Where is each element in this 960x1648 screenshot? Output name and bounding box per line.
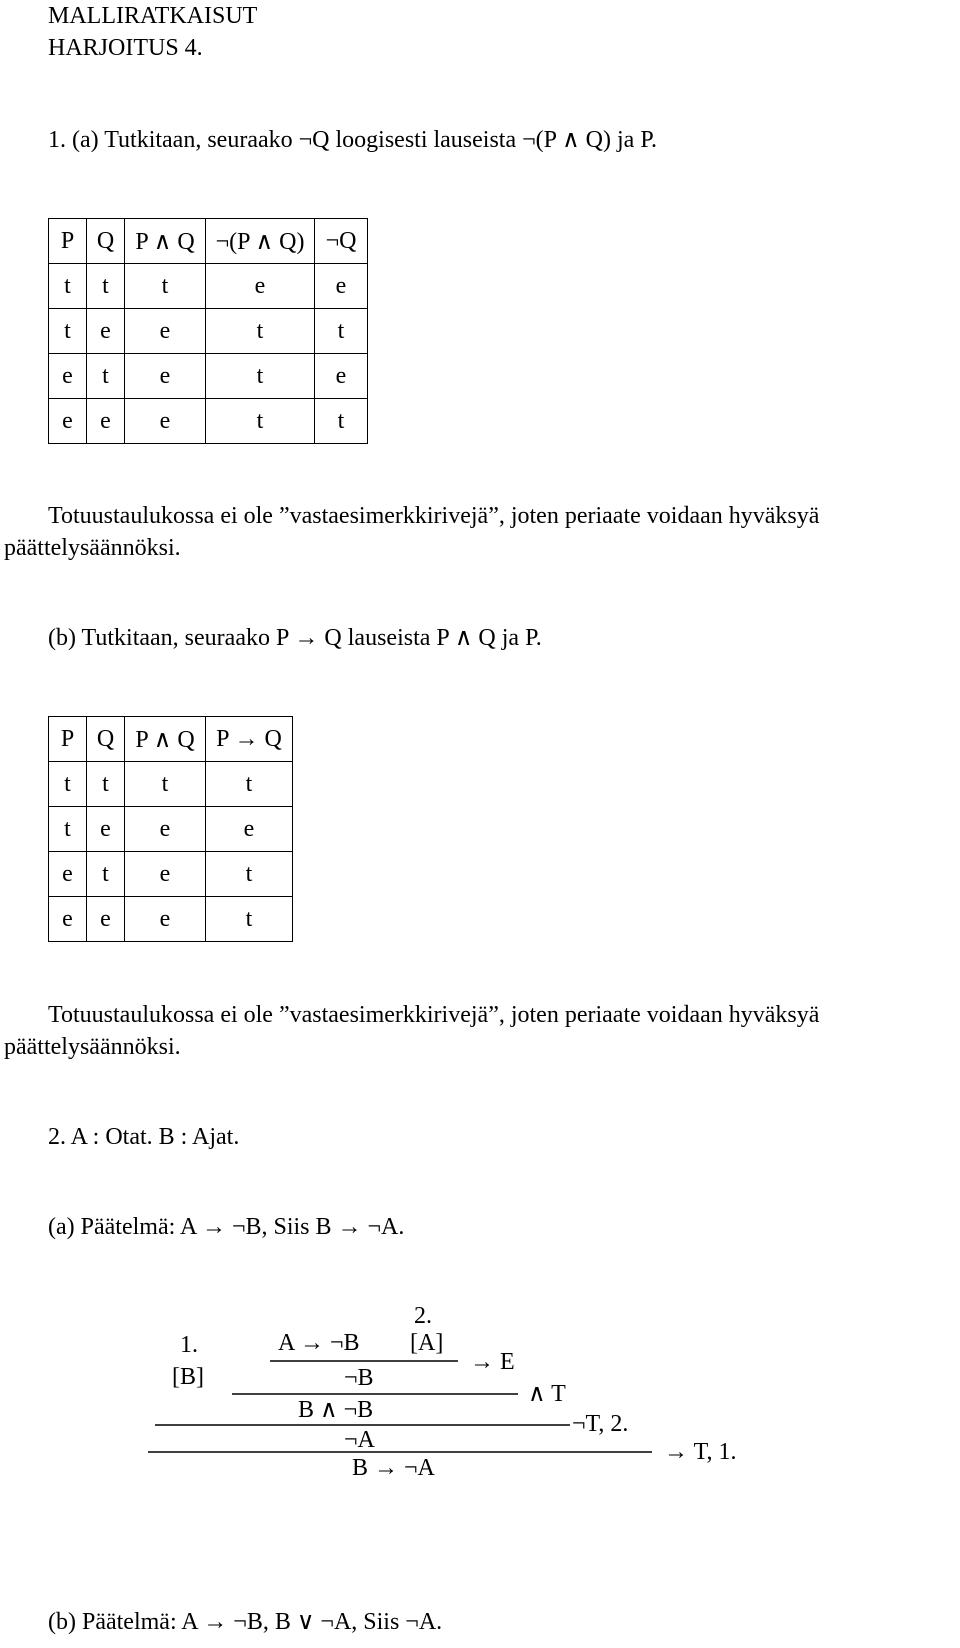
table-cell: e bbox=[206, 807, 293, 852]
table-cell: t bbox=[315, 399, 368, 444]
table-cell: e bbox=[125, 399, 206, 444]
table-cell: e bbox=[206, 264, 315, 309]
table-cell: t bbox=[206, 897, 293, 942]
task2a-intro: (a) Päätelmä: A → ¬B, Siis B → ¬A. bbox=[48, 1214, 405, 1240]
table-header-cell: ¬Q bbox=[315, 219, 368, 264]
table-header-cell: P ∧ Q bbox=[125, 717, 206, 762]
table-cell: e bbox=[125, 897, 206, 942]
table-cell: e bbox=[125, 807, 206, 852]
table-cell: t bbox=[87, 354, 125, 399]
table-cell: t bbox=[206, 762, 293, 807]
table-cell: e bbox=[49, 354, 87, 399]
table-cell: e bbox=[87, 309, 125, 354]
table-cell: t bbox=[206, 309, 315, 354]
page-subtitle: HARJOITUS 4. bbox=[48, 35, 203, 61]
table-header-cell: Q bbox=[87, 219, 125, 264]
table-cell: t bbox=[49, 807, 87, 852]
table-cell: t bbox=[125, 762, 206, 807]
proof-conclusion: B → ¬A bbox=[352, 1455, 435, 1481]
table-cell: e bbox=[125, 852, 206, 897]
table-cell: t bbox=[206, 852, 293, 897]
table-cell: t bbox=[315, 309, 368, 354]
assumption-label-1: 1. bbox=[180, 1332, 198, 1358]
task2b-intro: (b) Päätelmä: A → ¬B, B ∨ ¬A, Siis ¬A. bbox=[48, 1609, 443, 1635]
contradiction: B ∧ ¬B bbox=[298, 1397, 374, 1423]
table-cell: t bbox=[87, 762, 125, 807]
rule-impl-elim: → E bbox=[470, 1349, 515, 1375]
table-header-cell: P ∧ Q bbox=[125, 219, 206, 264]
table-cell: t bbox=[206, 354, 315, 399]
table-header-cell: P → Q bbox=[206, 717, 293, 762]
task1a-intro: 1. (a) Tutkitaan, seuraako ¬Q loogisesti lauseista ¬(P ∧ Q) ja P. bbox=[48, 127, 658, 153]
task1a-conclusion-cont: päättelysäännöksi. bbox=[4, 535, 181, 561]
assumption-b: [B] bbox=[172, 1364, 204, 1390]
table-header-cell: ¬(P ∧ Q) bbox=[206, 219, 315, 264]
table-cell: t bbox=[49, 762, 87, 807]
table-cell: t bbox=[125, 264, 206, 309]
table-cell: e bbox=[315, 264, 368, 309]
rule-impl-intro: → T, 1. bbox=[664, 1439, 737, 1465]
table-cell: t bbox=[49, 309, 87, 354]
table-cell: t bbox=[87, 852, 125, 897]
table-header-cell: Q bbox=[87, 717, 125, 762]
table-header-cell: P bbox=[49, 219, 87, 264]
table-cell: e bbox=[87, 399, 125, 444]
table-cell: e bbox=[49, 852, 87, 897]
table-cell: e bbox=[87, 807, 125, 852]
assumption-label-2: 2. bbox=[414, 1303, 432, 1329]
task1a-conclusion: Totuustaulukossa ei ole ”vastaesimerkkirivejä”, joten periaate voidaan hyväksyä bbox=[48, 503, 820, 529]
assumption-a: [A] bbox=[410, 1330, 444, 1356]
table-cell: t bbox=[87, 264, 125, 309]
table-cell: e bbox=[87, 897, 125, 942]
premise: A → ¬B bbox=[278, 1330, 360, 1356]
task1b-conclusion-cont: päättelysäännöksi. bbox=[4, 1034, 181, 1060]
table-cell: e bbox=[49, 399, 87, 444]
table-cell: e bbox=[49, 897, 87, 942]
table-cell: e bbox=[125, 354, 206, 399]
table-cell: t bbox=[206, 399, 315, 444]
task1b-conclusion: Totuustaulukossa ei ole ”vastaesimerkkirivejä”, joten periaate voidaan hyväksyä bbox=[48, 1002, 820, 1028]
table-cell: t bbox=[49, 264, 87, 309]
derived-not-b: ¬B bbox=[344, 1365, 374, 1391]
rule-not-intro: ¬T, 2. bbox=[572, 1411, 629, 1437]
rule-and-intro: ∧ T bbox=[528, 1381, 566, 1407]
derived-not-a: ¬A bbox=[344, 1427, 375, 1453]
page-title: MALLIRATKAISUT bbox=[48, 3, 258, 29]
table-cell: e bbox=[125, 309, 206, 354]
table-header-cell: P bbox=[49, 717, 87, 762]
task2-intro: 2. A : Otat. B : Ajat. bbox=[48, 1124, 240, 1150]
table-cell: e bbox=[315, 354, 368, 399]
task1b-intro: (b) Tutkitaan, seuraako P → Q lauseista P ∧ Q ja P. bbox=[48, 625, 542, 651]
